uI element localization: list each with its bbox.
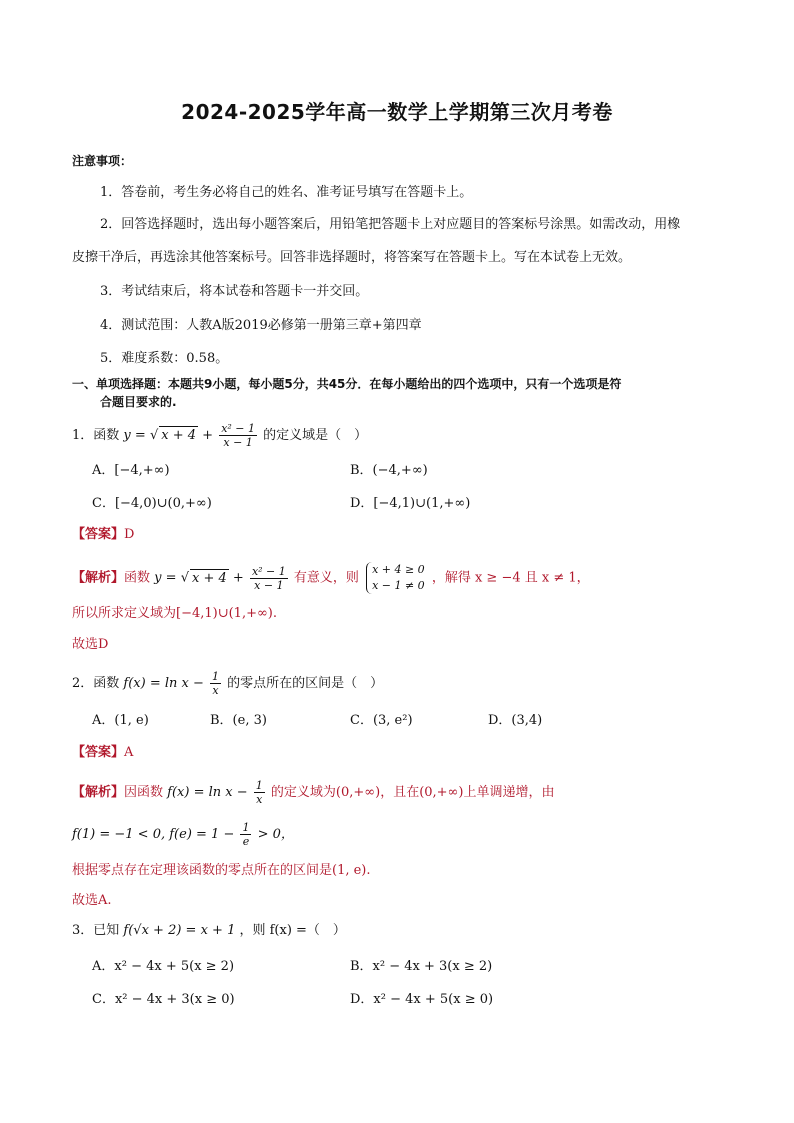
q1-analysis-b: 有意义，则	[293, 570, 359, 586]
q2-analysis-line3: 根据零点存在定理该函数的零点所在的区间是(1, e).	[72, 863, 371, 878]
q3-suffix: ，则 f(x) =（ ）	[239, 923, 346, 938]
q2-calc	[72, 821, 294, 848]
q2-calc-frac-num: 1	[242, 821, 250, 834]
q2-prefix: 2．函数	[72, 676, 120, 691]
question-1: 1．函数 y = √ x + 4 + $\frac{\text{x² − 1}}{x - 1}$ 的定义域是（ ）	[72, 422, 368, 449]
q1-sys-2: x − 1 ≠ 0	[372, 579, 425, 592]
section-heading-cont: 合题目要求的.	[100, 395, 177, 409]
q2-analysis-function: f(x) = ln x −	[167, 785, 248, 800]
q1-y: y	[123, 428, 131, 443]
q2-suffix: 的零点所在的区间是（ ）	[227, 676, 384, 691]
q1-answer-tag: 【答案】	[72, 527, 125, 542]
q2-option-a: A．(1, e)	[92, 713, 149, 728]
q1-option-c: C．[−4,0)∪(0,+∞)	[92, 496, 212, 511]
q1-analysis-c: ，解得 x ≥ −4 且 x ≠ 1，	[431, 570, 590, 586]
q1-analysis-tag: 【解析】	[72, 570, 125, 586]
q2-calc-frac-den: e	[242, 835, 250, 848]
q2-calc-a: f(1) = −1 < 0, f(e) = 1 −	[72, 827, 235, 842]
notice-item-2: 2．回答选择题时，选出每小题答案后，用铅笔把答题卡上对应题目的答案标号涂黑。如需改动，用橡	[100, 217, 681, 232]
q2-analysis-tag: 【解析】	[72, 785, 125, 800]
page-title: 2024-2025学年高一数学上学期第三次月考卷	[181, 100, 613, 124]
q2-answer-value: A	[124, 745, 134, 760]
q2-analysis-frac-num: 1	[255, 779, 263, 792]
section-heading: 一、单项选择题：本题共9小题，每小题5分，共45分．在每小题给出的四个选项中，只有一个选项是符	[72, 377, 622, 391]
q2-fraction	[210, 670, 221, 697]
q2-function: f(x) = ln x −	[123, 676, 204, 691]
q1-analysis-line2: 所以所求定义域为[−4,1)∪(1,+∞).	[72, 606, 278, 621]
q1-option-d: D．[−4,1)∪(1,+∞)	[350, 496, 471, 511]
q2-frac-den: x	[212, 684, 219, 697]
q1-analysis-y: y	[154, 570, 162, 586]
q3-given: f(√x + 2) = x + 1	[123, 923, 236, 938]
notice-item-3: 3．考试结束后，将本试卷和答题卡一并交回。	[100, 284, 369, 299]
q1-frac-num: x² − 1	[221, 422, 256, 435]
q2-conclusion: 故选A.	[72, 893, 112, 908]
q2-analysis-a: 因函数	[124, 785, 164, 800]
q1-option-b: B．(−4,+∞)	[350, 463, 428, 478]
q1-option-a: A．[−4,+∞)	[92, 463, 170, 478]
q1-answer	[72, 526, 134, 544]
q1-answer-value: D	[124, 527, 135, 542]
q1-frac-den: x − 1	[223, 436, 253, 449]
q2-option-b: B．(e, 3)	[210, 713, 267, 728]
q3-option-c: C．x² − 4x + 3(x ≥ 0)	[92, 992, 235, 1007]
q2-calc-b: > 0，	[257, 827, 294, 842]
q1-sqrt: x + 4	[161, 428, 196, 443]
q2-answer	[72, 744, 133, 762]
notice-item-5: 5．难度系数：0.58。	[100, 351, 229, 366]
q1-analysis-a: 函数	[124, 570, 151, 586]
q1-plus: +	[202, 428, 214, 443]
question-2	[72, 670, 383, 697]
notice-item-2-cont: 皮擦干净后，再选涂其他答案标号。回答非选择题时，将答案写在答题卡上。写在本试卷上无效。	[72, 250, 632, 265]
notice-heading: 注意事项：	[72, 154, 133, 168]
notice-item-4: 4．测试范围：人教A版2019必修第一册第三章+第四章	[100, 318, 422, 333]
q1-analysis-frac-num: x² − 1	[251, 564, 286, 578]
q1-conclusion: 故选D	[72, 637, 109, 652]
question-3	[72, 922, 346, 940]
q3-option-d: D．x² − 4x + 5(x ≥ 0)	[350, 992, 494, 1007]
q1-sys-1: x + 4 ≥ 0	[372, 563, 425, 576]
q2-analysis-fraction	[254, 779, 265, 806]
q2-calc-fraction	[240, 821, 251, 848]
q1-analysis-fraction	[250, 565, 288, 592]
q1-suffix: 的定义域是（ ）	[263, 428, 368, 443]
q2-answer-tag: 【答案】	[72, 745, 125, 760]
q2-analysis	[72, 779, 554, 806]
q1-fraction	[219, 422, 257, 449]
q2-option-d: D．(3,4)	[488, 713, 543, 728]
q1-analysis-sqrt: x + 4	[191, 570, 227, 586]
q2-option-c: C．(3, e²)	[350, 713, 413, 728]
q2-analysis-frac-den: x	[256, 793, 263, 806]
q1-analysis-frac-den: x − 1	[254, 578, 284, 592]
notice-item-1: 1．答卷前，考生务必将自己的姓名、准考证号填写在答题卡上。	[100, 185, 473, 200]
q3-option-a: A．x² − 4x + 5(x ≥ 2)	[92, 959, 235, 974]
q2-frac-num: 1	[212, 670, 220, 683]
q3-prefix: 3．已知	[72, 923, 120, 938]
q1-prefix: 1．函数	[72, 428, 120, 443]
q1-inequality-system	[366, 562, 425, 594]
q3-option-b: B．x² − 4x + 3(x ≥ 2)	[350, 959, 493, 974]
q2-analysis-b: 的定义域为(0,+∞)，且在(0,+∞)上单调递增，由	[270, 785, 555, 800]
q1-analysis: 【解析】函数 y = √ x + 4 + $\frac{\text{x² − 1}}{x - 1}$ 有意义，则 x + 4 ≥ 0 x − 1 ≠ 0 ，解得 x ≥ −4 且 x ≠ 1，	[72, 563, 590, 592]
